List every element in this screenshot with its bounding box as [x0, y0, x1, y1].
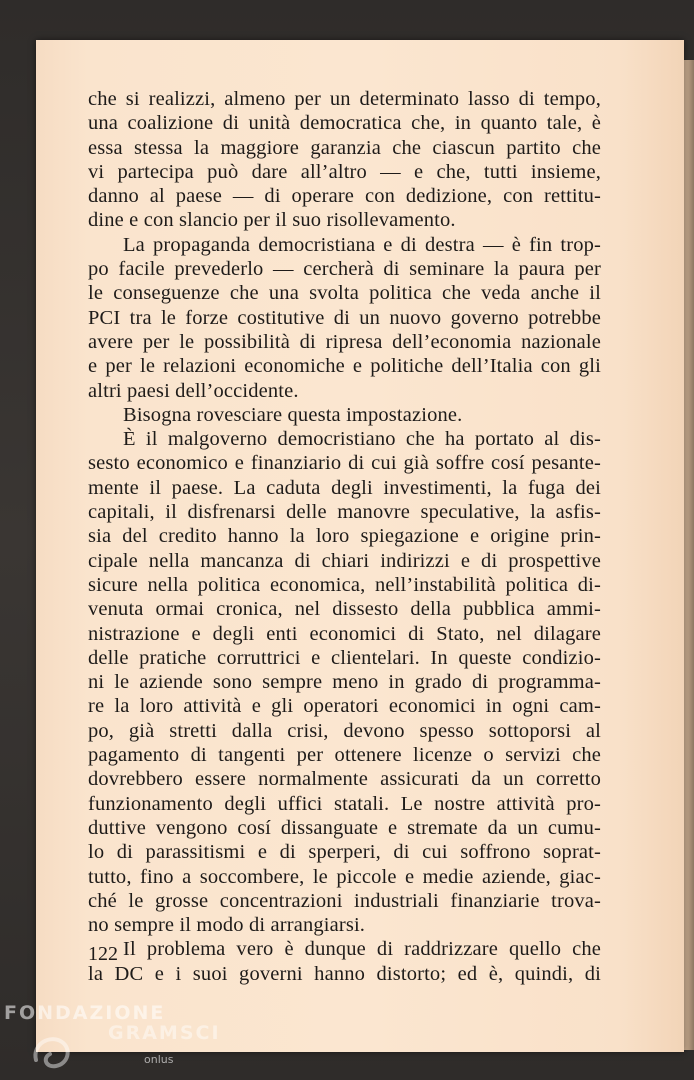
text-line: duttive vengono cosí dissanguate e stremate da un cumu- [88, 816, 601, 839]
text-line: capitali, il disfrenarsi delle manovre speculative, la asfis- [88, 501, 601, 524]
text-line: ni le aziende sono sempre meno in grado di programma- [88, 671, 601, 694]
text-line: le conseguenze che una svolta politica che veda anche il [88, 282, 601, 305]
watermark-swirl-icon [28, 1030, 74, 1076]
text-line: cipale nella mancanza di chiari indirizzi e di prospettive [88, 549, 601, 572]
text-line: dovrebbero essere normalmente assicurati da un corretto [88, 768, 601, 791]
text-line: nistrazione e degli enti economici di Stato, nel dilagare [88, 622, 601, 645]
text-line: Bisogna rovesciare questa impostazione. [123, 403, 463, 426]
text-line: delle pratiche corruttrici e clientelari. In queste condizio- [88, 646, 601, 669]
text-line: PCI tra le forze costitutive di un nuovo governo potrebbe [88, 306, 601, 329]
text-line: sicure nella politica economica, nell’instabilità politica di- [88, 573, 601, 596]
text-line: po facile prevederlo — cercherà di seminare la paura per [88, 258, 601, 281]
text-line: essa stessa la maggiore garanzia che ciascun partito che [88, 136, 601, 159]
body-text [88, 87, 601, 986]
text-line: no sempre il modo di arrangiarsi. [88, 914, 366, 937]
text-line: danno al paese — di operare con dedizione, con rettitu- [88, 185, 601, 208]
text-line: avere per le possibilità di ripresa dell’economia nazionale [88, 330, 601, 353]
text-line: mente il paese. La caduta degli investimenti, la fuga dei [88, 476, 601, 499]
text-line: la DC e i suoi governi hanno distorto; ed è, quindi, di [88, 962, 601, 985]
page-edge [684, 60, 694, 1050]
text-line: vi partecipa può dare all’altro — e che, tutti insieme, [88, 160, 601, 183]
watermark-gramsci: GRAMSCI [108, 1022, 221, 1044]
text-line: Il problema vero è dunque di raddrizzare quello che [123, 938, 601, 961]
text-line: ché le grosse concentrazioni industriali finanziarie trova- [88, 889, 601, 912]
text-line: sia del credito hanno la loro spiegazione e origine prin- [88, 525, 601, 548]
text-line: po, già stretti dalla crisi, devono spesso sottoporsi al [88, 719, 601, 742]
text-line: funzionamento degli uffici statali. Le nostre attività pro- [88, 792, 601, 815]
text-line: altri paesi dell’occidente. [88, 379, 299, 402]
text-line: dine e con slancio per il suo risollevamento. [88, 209, 456, 232]
text-line: venuta ormai cronica, nel dissesto della pubblica ammi- [88, 598, 601, 621]
text-line: tutto, fino a soccombere, le piccole e medie aziende, giac- [88, 865, 601, 888]
text-line: lo di parassitismi e di sperperi, di cui soffrono soprat- [88, 841, 601, 864]
text-line: e per le relazioni economiche e politiche dell’Italia con gli [88, 355, 601, 378]
watermark-foundation: FONDAZIONE [4, 1002, 166, 1024]
text-line: pagamento di tangenti per ottenere licenze o servizi che [88, 744, 601, 767]
text-line: È il malgoverno democristiano che ha portato al dis- [123, 428, 601, 451]
text-line: che si realizzi, almeno per un determinato lasso di tempo, [88, 88, 601, 110]
watermark-onlus: onlus [144, 1053, 174, 1066]
page-number: 122 [88, 943, 118, 965]
text-line: re la loro attività e gli operatori economici in ogni cam- [88, 695, 601, 718]
text-line: sesto economico e finanziario di cui già soffre cosí pesante- [88, 452, 601, 475]
text-line: una coalizione di unità democratica che, in quanto tale, è [88, 112, 601, 135]
text-line: La propaganda democristiana e di destra — è fin trop- [123, 233, 601, 256]
